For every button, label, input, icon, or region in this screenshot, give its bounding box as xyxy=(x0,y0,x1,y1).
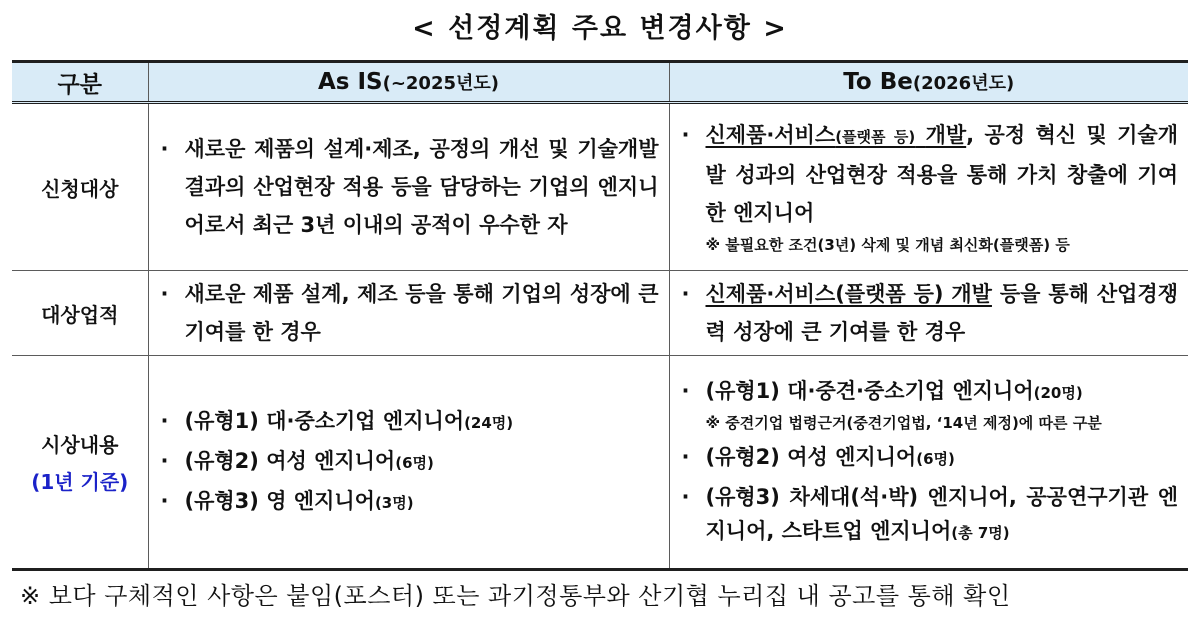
row-label-award: 시상내용 xyxy=(41,433,119,457)
table-row-target xyxy=(12,103,1188,271)
row-label-target: 신청대상 xyxy=(12,103,148,271)
bullet: · xyxy=(681,485,690,509)
bullet: · xyxy=(160,137,169,161)
tobe-award-count-1: (20명) xyxy=(1033,384,1083,402)
tobe-target-text: , 공정 혁신 및 기술개발 성과의 산업현장 적용을 통해 가치 창출에 기여한 엔지니어 xyxy=(705,123,1179,225)
tobe-target-underlined xyxy=(706,123,967,147)
header-as-is xyxy=(148,62,669,103)
bullet: · xyxy=(160,409,169,433)
row-label-award-cell xyxy=(12,356,148,570)
comparison-table xyxy=(12,60,1188,571)
asis-award-item-3 xyxy=(159,482,659,522)
header-as-is-period: (~2025년도) xyxy=(382,73,500,94)
bullet: · xyxy=(681,445,690,469)
bullet: · xyxy=(681,282,690,306)
header-to-be-period: (2026년도) xyxy=(912,73,1015,94)
tobe-target-product: 신제품·서비스 xyxy=(705,123,836,147)
asis-award-item-2 xyxy=(159,442,659,482)
tobe-award-cell xyxy=(669,356,1188,570)
asis-award-count-1: (24명) xyxy=(464,414,514,432)
tobe-target-dev: 개발 xyxy=(925,123,967,147)
tobe-award-item-2 xyxy=(680,440,1179,476)
asis-award-item-1 xyxy=(159,402,659,442)
asis-award-text-2: (유형2) 여성 엔지니어 xyxy=(184,449,396,473)
row-label-award-sub: (1년 기준) xyxy=(31,470,129,494)
bullet: · xyxy=(160,282,169,306)
tobe-achievement-cell xyxy=(669,271,1188,356)
tobe-award-item-1 xyxy=(680,374,1179,410)
tobe-award-text-1: (유형1) 대·중견·중소기업 엔지니어 xyxy=(705,379,1034,403)
tobe-award-text-2: (유형2) 여성 엔지니어 xyxy=(705,445,917,469)
tobe-target-item xyxy=(680,116,1179,232)
tobe-target-platform: (플랫폼 등) xyxy=(835,128,916,146)
tobe-award-item-3 xyxy=(680,480,1179,550)
tobe-award-count-2: (6명) xyxy=(916,450,955,468)
table-row-achievement xyxy=(12,271,1188,356)
header-to-be-label: To Be xyxy=(843,69,913,95)
asis-achievement-item xyxy=(159,275,659,351)
asis-award-cell xyxy=(148,356,669,570)
header-as-is-label: As IS xyxy=(317,69,383,95)
bullet: · xyxy=(160,489,169,513)
tobe-target-note: ※ 불필요한 조건(3년) 삭제 및 개념 최신화(플랫폼) 등 xyxy=(705,236,1070,254)
tobe-award-text-3: (유형3) 차세대(석·박) 엔지니어, 공공연구기관 엔지니어, 스타트업 엔지니어 xyxy=(705,485,1178,543)
tobe-achievement-underlined: 신제품·서비스(플랫폼 등) 개발 xyxy=(705,282,992,306)
asis-target-text: 새로운 제품의 설계·제조, 공정의 개선 및 기술개발 결과의 산업현장 적용 등을 담당하는 기업의 엔지니어로서 최근 3년 이내의 공적이 우수한 자 xyxy=(184,137,659,237)
header-category: 구분 xyxy=(12,62,148,103)
page-title: < 선정계획 주요 변경사항 > xyxy=(412,13,788,44)
bullet: · xyxy=(681,379,690,403)
footer-note: ※ 보다 구체적인 사항은 붙임(포스터) 또는 과기정통부와 산기협 누리집 내 공고를 통해 확인 xyxy=(20,582,1011,610)
tobe-achievement-text: 등을 통해 산업경쟁력 성장에 큰 기여를 한 경우 xyxy=(705,282,1178,344)
asis-achievement-cell xyxy=(148,271,669,356)
table-row-award xyxy=(12,356,1188,570)
asis-award-count-2: (6명) xyxy=(395,454,434,472)
bullet: · xyxy=(160,449,169,473)
table-header-row xyxy=(12,62,1188,103)
row-label-achievement: 대상업적 xyxy=(12,271,148,356)
asis-target-item xyxy=(159,130,659,244)
asis-award-count-3: (3명) xyxy=(374,494,414,512)
asis-award-text-3: (유형3) 영 엔지니어 xyxy=(184,489,375,513)
header-to-be xyxy=(669,62,1188,103)
asis-target-cell xyxy=(148,103,669,271)
asis-achievement-text: 새로운 제품 설계, 제조 등을 통해 기업의 성장에 큰 기여를 한 경우 xyxy=(184,282,659,344)
tobe-achievement-item xyxy=(680,275,1179,351)
tobe-award-count-3: (총 7명) xyxy=(951,524,1010,542)
tobe-target-cell xyxy=(669,103,1188,271)
bullet: · xyxy=(681,123,690,147)
asis-award-text-1: (유형1) 대·중소기업 엔지니어 xyxy=(184,409,465,433)
tobe-award-note: ※ 중견기업 법령근거(중견기업법, ‘14년 제정)에 따른 구분 xyxy=(705,414,1102,432)
